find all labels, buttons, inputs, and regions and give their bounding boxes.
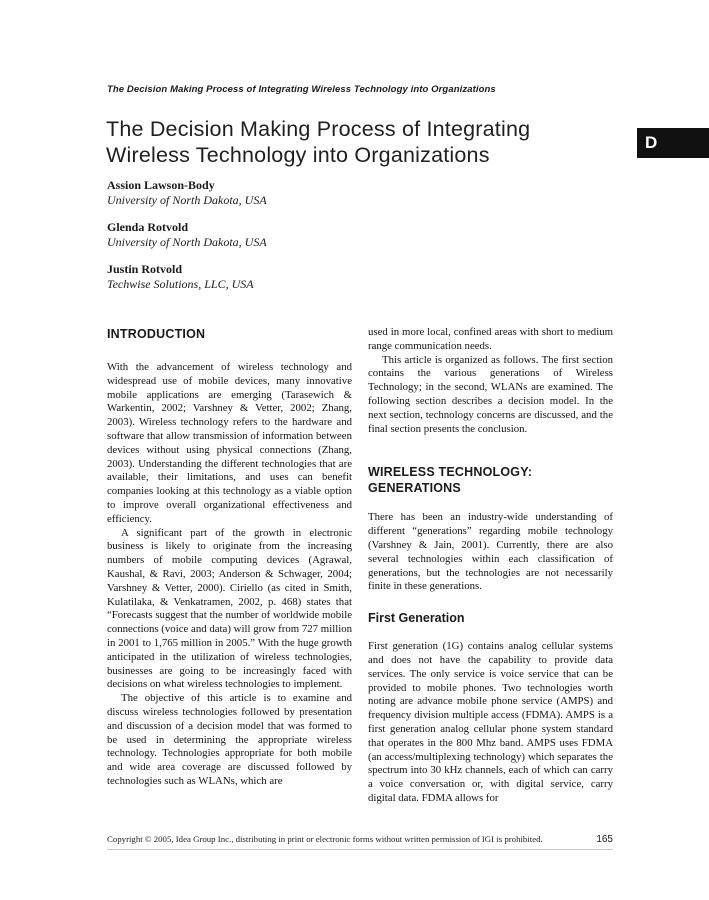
paragraph: First generation (1G) contains analog cellular systems and does not have the capability to provide data services. The only service is voice service that can be provided to mobile phones. Two technologies worth noting are advance mobile phone service (AMPS) and frequency division multiple access (FDMA). AMPS is a first generation analog cellular phone system standard that operates in the 800 Mhz band. AMPS uses FDMA (an access/multiplexing technology) which separates the spectrum into 30 kHz channels, each of which can carry a voice conversation or, with digital service, carry digital data. FDMA allows for <box>368 640 613 804</box>
author-name: Assion Lawson-Body <box>107 178 215 192</box>
author-affiliation: Techwise Solutions, LLC, USA <box>107 276 254 291</box>
author-block <box>107 220 507 249</box>
article-title-line2: Wireless Technology into Organizations <box>106 143 490 167</box>
heading-wireless-technology-generations: WIRELESS TECHNOLOGY: GENERATIONS <box>368 465 533 496</box>
section-letter-label: D <box>645 133 658 152</box>
page-footer <box>107 834 613 850</box>
author-affiliation: University of North Dakota, USA <box>107 192 267 207</box>
running-head: The Decision Making Process of Integrating Wireless Technology into Organizations <box>107 84 496 95</box>
page-number: 165 <box>596 834 613 845</box>
paragraph: The objective of this article is to examine and discuss wireless technologies followed by presentation and discussion of a decision model that was formed to be used in determining the appropriate wireless technology. Technologies appropriate for both mobile and wide area coverage are discussed followed by technologies such as WLANs, which are <box>107 692 352 787</box>
paragraph: A significant part of the growth in electronic business is likely to originate from the increasing numbers of mobile computing devices (Agrawal, Kaushal, & Ravi, 2003; Anderson & Schwager, 2004; Varshney & Vetter, 2000). Ciriello (as cited in Smith, Kulatilaka, & Venkatramen, 2002, p. 468) states that “Forecasts suggest that the number of worldwide mobile connections (voice and data) will grow from 727 million in 2001 to 1,765 million in 2005.” With the huge growth anticipated in the utilization of wireless technologies, businesses are going to be increasingly faced with decisions on what wireless technologies to implement. <box>107 526 352 691</box>
left-column <box>107 326 352 806</box>
author-block <box>107 262 507 291</box>
article-title <box>106 116 646 168</box>
section-thumb-tab <box>637 128 709 158</box>
author-affiliation: University of North Dakota, USA <box>107 234 267 249</box>
heading-first-generation: First Generation <box>368 611 465 626</box>
right-column <box>368 326 613 806</box>
article-body <box>107 326 613 806</box>
article-title-line1: The Decision Making Process of Integrating <box>106 117 531 141</box>
paragraph: This article is organized as follows. The first section contains the various generations of Wireless Technology; in the second, WLANs are examined. The following section describes a decision model. In the next section, technology concerns are discussed, and the final section presents the conclusion. <box>368 353 613 435</box>
author-name: Glenda Rotvold <box>107 220 189 234</box>
paragraph: There has been an industry-wide understanding of different “generations” regarding mobile technology (Varshney & Jain, 2001). Currently, there are also several technologies within each classification of generations, but the technologies are not necessarily finite in these generations. <box>368 511 613 593</box>
heading-introduction: INTRODUCTION <box>107 327 206 341</box>
copyright-notice: Copyright © 2005, Idea Group Inc., distributing in print or electronic forms without written permission of IGI is prohibited. <box>107 834 543 844</box>
paragraph: With the advancement of wireless technology and widespread use of mobile devices, many innovative mobile applications are emerging (Tarasewich & Warkentin, 2002; Varshney & Vetter, 2002; Zhang, 2003). Wireless technology refers to the hardware and software that allow transmission of information between devices without using physical connections (Zhang, 2003). Understanding the different technologies that are available, their limitations, and uses can benefit companies looking at this technology as a viable option to improve overall organizational effectiveness and efficiency. <box>107 361 352 525</box>
author-list <box>107 178 507 304</box>
author-name: Justin Rotvold <box>107 262 183 276</box>
author-block <box>107 178 507 207</box>
paragraph: used in more local, confined areas with short to medium range communication needs. <box>368 326 613 352</box>
